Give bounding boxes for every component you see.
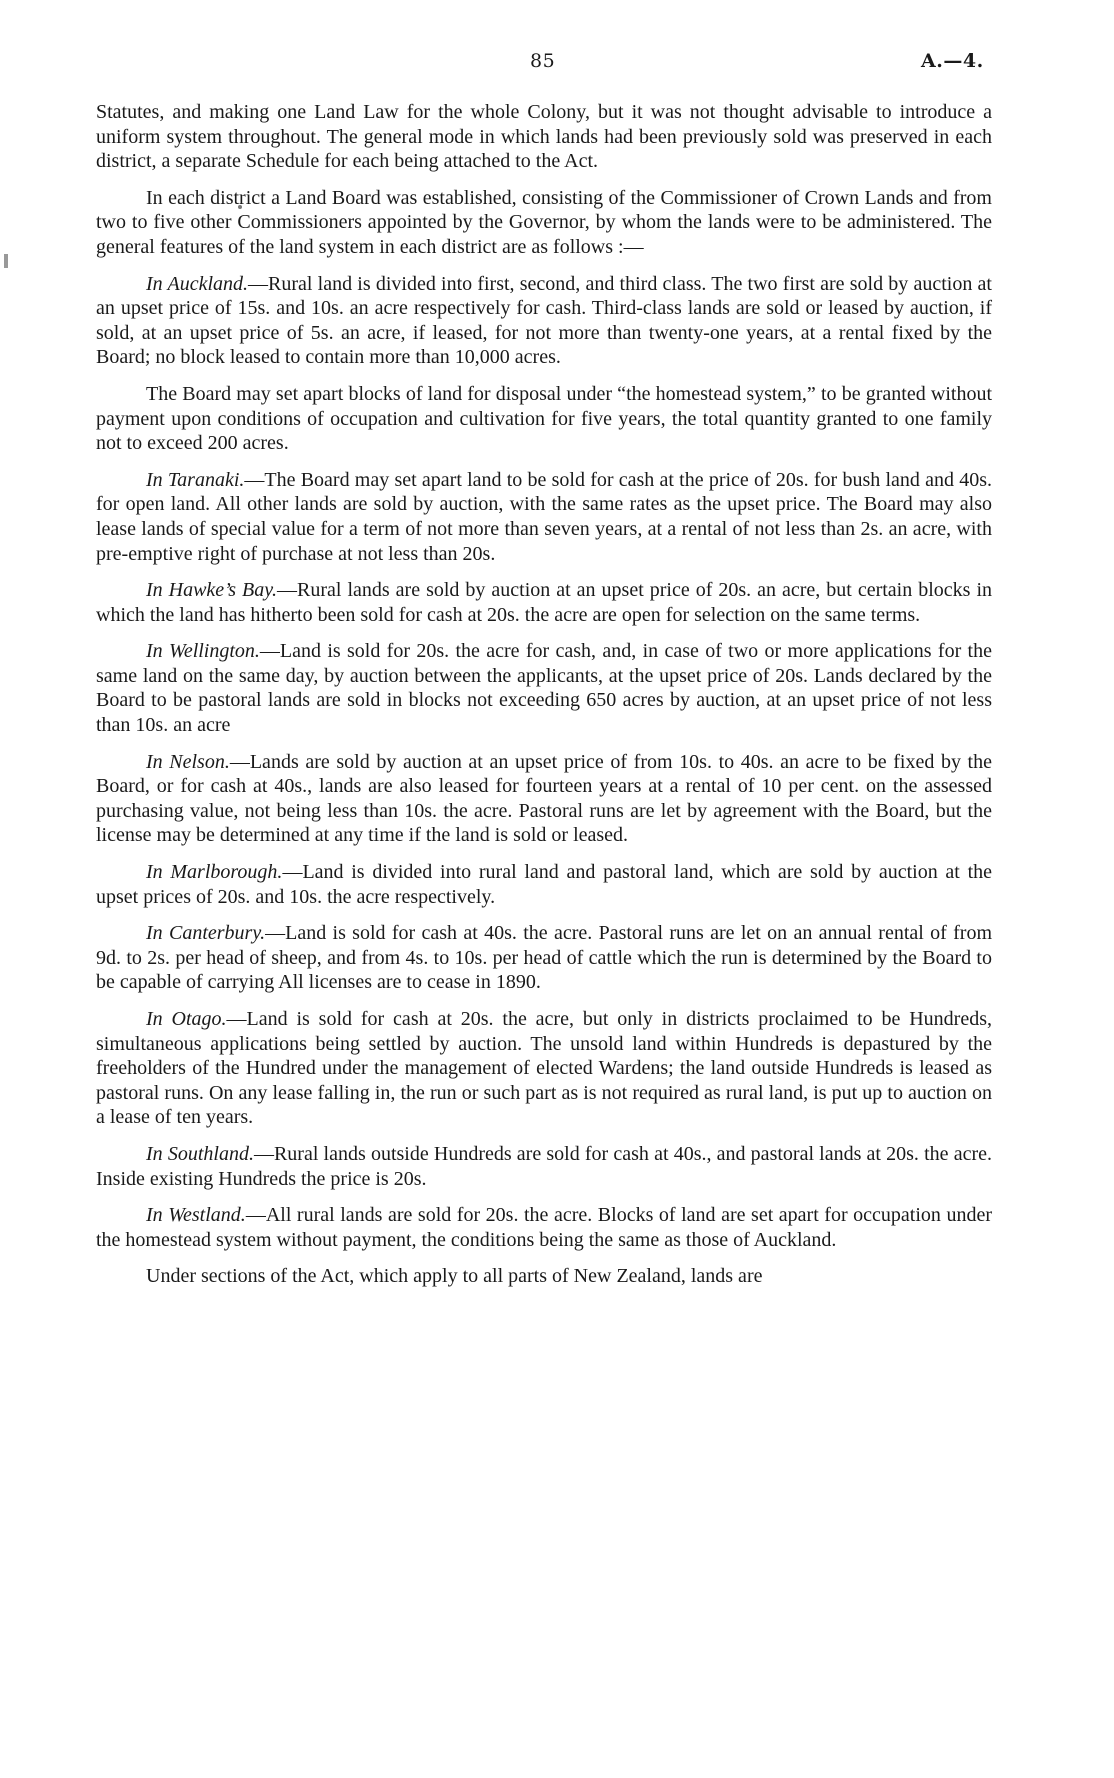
paragraph-text: —Lands are sold by auction at an upset price of from 10s. to 40s. an acre to be fixed by the Board, or for cash at 40s., lands are also leased for fourteen years at a rental of 10 per cent. on the assessed purchasing value, not being less than 10s. the acre. Pastoral runs are let by agreement with the Board, but the license may be determined at any time if the land is sold or leased. <box>96 750 992 847</box>
margin-mark <box>4 254 8 268</box>
paragraph-act-sections <box>96 1264 992 1289</box>
paragraph-text: —All rural lands are sold for 20s. the acre. Blocks of land are set apart for occupation under the homestead system without payment, the conditions being the same as those of Auckland. <box>96 1204 992 1251</box>
paragraph-taranaki <box>96 468 992 566</box>
paragraph-text: —Rural lands are sold by auction at an upset price of 20s. an acre, but certain blocks in which the land has hitherto been sold for cash at 20s. the acre are open for selection on the same terms. <box>96 579 992 626</box>
paragraph-land-board <box>96 186 992 260</box>
paragraph-text: —Land is sold for 20s. the acre for cash, and, in case of two or more applications for the same land on the same day, by auction between the applicants, at the upset price of 20s. Lands declared by the Board to be pastoral lands are sold in blocks not exceeding 650 acres by auction, at an upset price of not less than 10s. an acre <box>96 640 992 737</box>
document-reference: A.—4. <box>921 50 984 72</box>
district-heading-otago: In Otago. <box>146 1008 227 1030</box>
body-text <box>96 100 992 1301</box>
district-heading-auckland: In Auckland. <box>146 272 249 295</box>
paragraph-statutes <box>96 100 992 174</box>
paragraph-homestead <box>96 382 992 456</box>
paragraph-text: —Land is sold for cash at 20s. the acre, but only in districts proclaimed to be Hundreds, simultaneous applications being settled by auction. The unsold land within Hundreds is depastured by the freeholders of the Hundred under the management of elected Wardens; the land outside Hundreds is leased as pastoral runs. On any lease falling in, the run or such part as is not required as rural land, is put up to auction on a lease of ten years. <box>96 1008 992 1129</box>
district-heading-hawkes-bay: In Hawke’s Bay. <box>146 579 278 602</box>
paragraph-westland <box>96 1203 992 1252</box>
district-heading-canterbury: In Canterbury. <box>146 922 266 945</box>
page-number: 85 <box>530 50 556 72</box>
paragraph-text: —Land is sold for cash at 40s. the acre. Pastoral runs are let on an annual rental of from 9d. to 2s. per head of sheep, and from 4s. to 10s. per head of cattle which the run is determined by the Board to be capable of carrying All licenses are to cease in 1890. <box>96 922 993 994</box>
district-heading-marlborough: In Marlborough. <box>146 861 283 884</box>
paragraph-hawkes-bay <box>96 578 992 627</box>
paragraph-text: —Rural land is divided into first, second, and third class. The two first are sold by auction at an upset price of 15s. and 10s. an acre respectively for cash. Third-class lands are sold or leased by auction, if sold, at an upset price of 5s. an acre, if leased, for not more than twenty-one years, at a rental fixed by the Board; no block leased to contain more than 10,000 acres. <box>96 272 992 369</box>
paragraph-canterbury <box>96 921 992 995</box>
paragraph-otago <box>96 1007 992 1130</box>
paragraph-marlborough <box>96 860 992 909</box>
paragraph-text: The Board may set apart blocks of land for disposal under “the homestead system,” to be granted without payment upon conditions of occupation and cultivation for five years, the total quantity granted to one family not to exceed 200 acres. <box>96 382 992 455</box>
paragraph-text: In each district a Land Board was established, consisting of the Commissioner of Crown Lands and from two to five other Commissioners appointed by the Governor, by whom the lands were to be administered. The general features of the land system in each district are as follows :— <box>96 186 992 258</box>
paragraph-text: —Land is divided into rural land and pastoral land, which are sold by auction at the upset prices of 20s. and 10s. the acre respectively. <box>96 861 993 908</box>
district-heading-nelson: In Nelson. <box>146 750 230 773</box>
paragraph-nelson <box>96 750 992 848</box>
paragraph-text: —The Board may set apart land to be sold for cash at the price of 20s. for bush land and 40s. for open land. All other lands are sold by auction, with the same rates as the upset price. The Board may also lease lands of special value for a term of not more than seven years, at a rental of not less than 2s. an acre, with pre-emptive right of purchase at not less than 20s. <box>96 468 992 565</box>
district-heading-westland: In Westland. <box>146 1204 246 1227</box>
paragraph-text: Under sections of the Act, which apply to all parts of New Zealand, lands are <box>146 1265 763 1288</box>
paragraph-wellington <box>96 639 992 737</box>
district-heading-southland: In Southland. <box>146 1142 254 1165</box>
page-header <box>0 50 1114 78</box>
paragraph-auckland <box>96 272 992 370</box>
paragraph-southland <box>96 1142 992 1191</box>
district-heading-taranaki: In Taranaki. <box>146 468 245 491</box>
paragraph-text: —Rural lands outside Hundreds are sold for cash at 40s., and pastoral lands at 20s. the acre. Inside existing Hundreds the price is 20s. <box>96 1142 992 1190</box>
district-heading-wellington: In Wellington. <box>146 640 260 663</box>
paragraph-text: Statutes, and making one Land Law for the whole Colony, but it was not thought advisable to introduce a uniform system throughout. The general mode in which lands had been previously sold was preserved in each district, a separate Schedule for each being attached to the Act. <box>96 101 992 173</box>
